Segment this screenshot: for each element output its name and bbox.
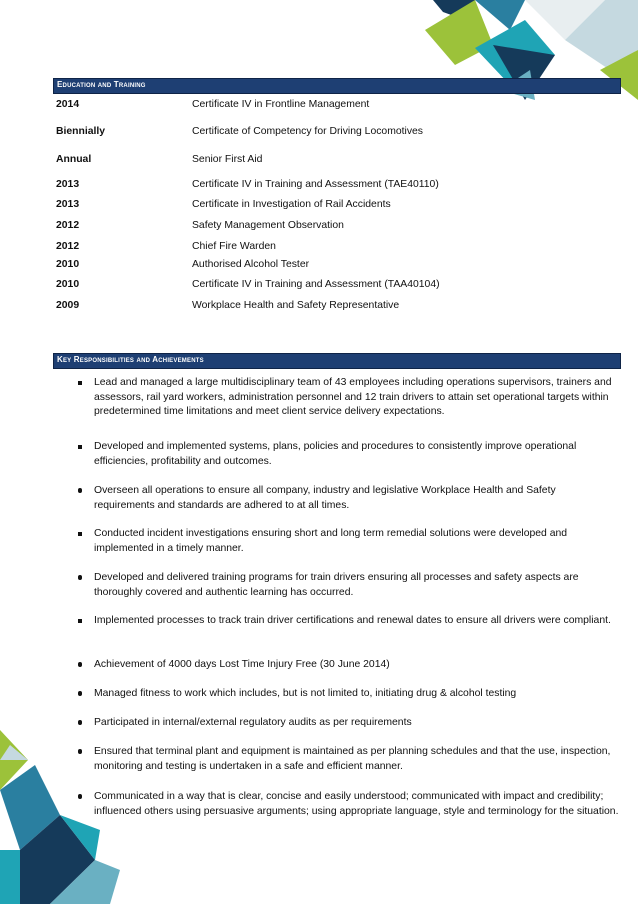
education-certificate: Workplace Health and Safety Representative [192,300,400,311]
education-row [56,99,616,113]
list-item-text: Lead and managed a large multidisciplinary team of 43 employees including operations supervisors, trainers and assessors, rail yard workers, administration personnel and 12 train drivers to attain set operational targets within predetermined time limitations and meet client service delivery expectations. [94,377,612,418]
list-item-text: Managed fitness to work which includes, but is not limited to, initiating drug & alcohol testing [94,688,517,699]
responsibilities-heading: Key Responsibilities and Achievements [57,355,204,364]
education-certificate: Certificate in Investigation of Rail Accidents [192,199,391,210]
education-year: 2012 [56,220,80,231]
education-heading: Education and Training [57,80,146,89]
top-right-decoration [415,0,638,115]
education-certificate: Certificate IV in Training and Assessment (TAA40104) [192,279,440,290]
round-bullet-icon [74,484,86,499]
education-year: Biennially [56,126,106,137]
list-item-text: Developed and delivered training programs for train drivers ensuring all processes and safety aspects are thoroughly covered and authentic learning has occurred. [94,572,579,598]
education-year: 2009 [56,300,80,311]
education-certificate: Safety Management Observation [192,220,344,231]
education-certificate: Senior First Aid [192,154,263,165]
square-bullet-icon [74,527,86,542]
education-heading-bar [53,78,621,94]
education-year: 2013 [56,199,80,210]
education-year: 2013 [56,179,80,190]
education-certificate: Authorised Alcohol Tester [192,259,310,270]
round-bullet-icon [74,716,86,731]
responsibilities-heading-bar [53,353,621,369]
education-certificate: Certificate of Competency for Driving Locomotives [192,126,423,137]
list-item-text: Ensured that terminal plant and equipment is maintained as per planning schedules and that the use, inspection, monitoring and testing is undertaken in a safe and efficient manner. [94,746,611,772]
education-row [56,179,616,193]
square-bullet-icon [74,614,86,629]
education-certificate: Certificate IV in Frontline Management [192,99,370,110]
list-item-text: Developed and implemented systems, plans, policies and procedures to consistently improve operational efficiencies, profitability and outcomes. [94,441,577,467]
list-item-text: Overseen all operations to ensure all company, industry and legislative Workplace Health and Safety requirements and standards are adhered to at all times. [94,485,556,511]
education-year: 2014 [56,99,80,110]
education-row [56,300,616,314]
square-bullet-icon [74,376,86,391]
education-row [56,259,616,273]
education-certificate: Certificate IV in Training and Assessment (TAE40110) [192,179,439,190]
list-item-text: Achievement of 4000 days Lost Time Injury Free (30 June 2014) [94,659,390,670]
education-year: Annual [56,154,92,165]
education-year: 2010 [56,279,80,290]
list-item-text: Communicated in a way that is clear, concise and easily understood; communicated with impact and credibility; influenced others using persuasive arguments; using appropriate language, style and terminology for the situation. [94,791,619,817]
square-bullet-icon [74,440,86,455]
round-bullet-icon [74,658,86,673]
education-row [56,220,616,234]
education-row [56,154,616,168]
round-bullet-icon [74,571,86,586]
round-bullet-icon [74,790,86,805]
list-item-text: Implemented processes to track train driver certifications and renewal dates to ensure all drivers were compliant. [94,615,611,626]
education-row [56,199,616,213]
round-bullet-icon [74,687,86,702]
education-year: 2012 [56,241,80,252]
education-row [56,279,616,293]
education-year: 2010 [56,259,80,270]
list-item-text: Conducted incident investigations ensuring short and long term remedial solutions were developed and implemented in a timely manner. [94,528,568,554]
list-item-text: Participated in internal/external regulatory audits as per requirements [94,717,412,728]
education-row [56,126,616,140]
round-bullet-icon [74,745,86,760]
education-certificate: Chief Fire Warden [192,241,276,252]
education-row [56,241,616,255]
